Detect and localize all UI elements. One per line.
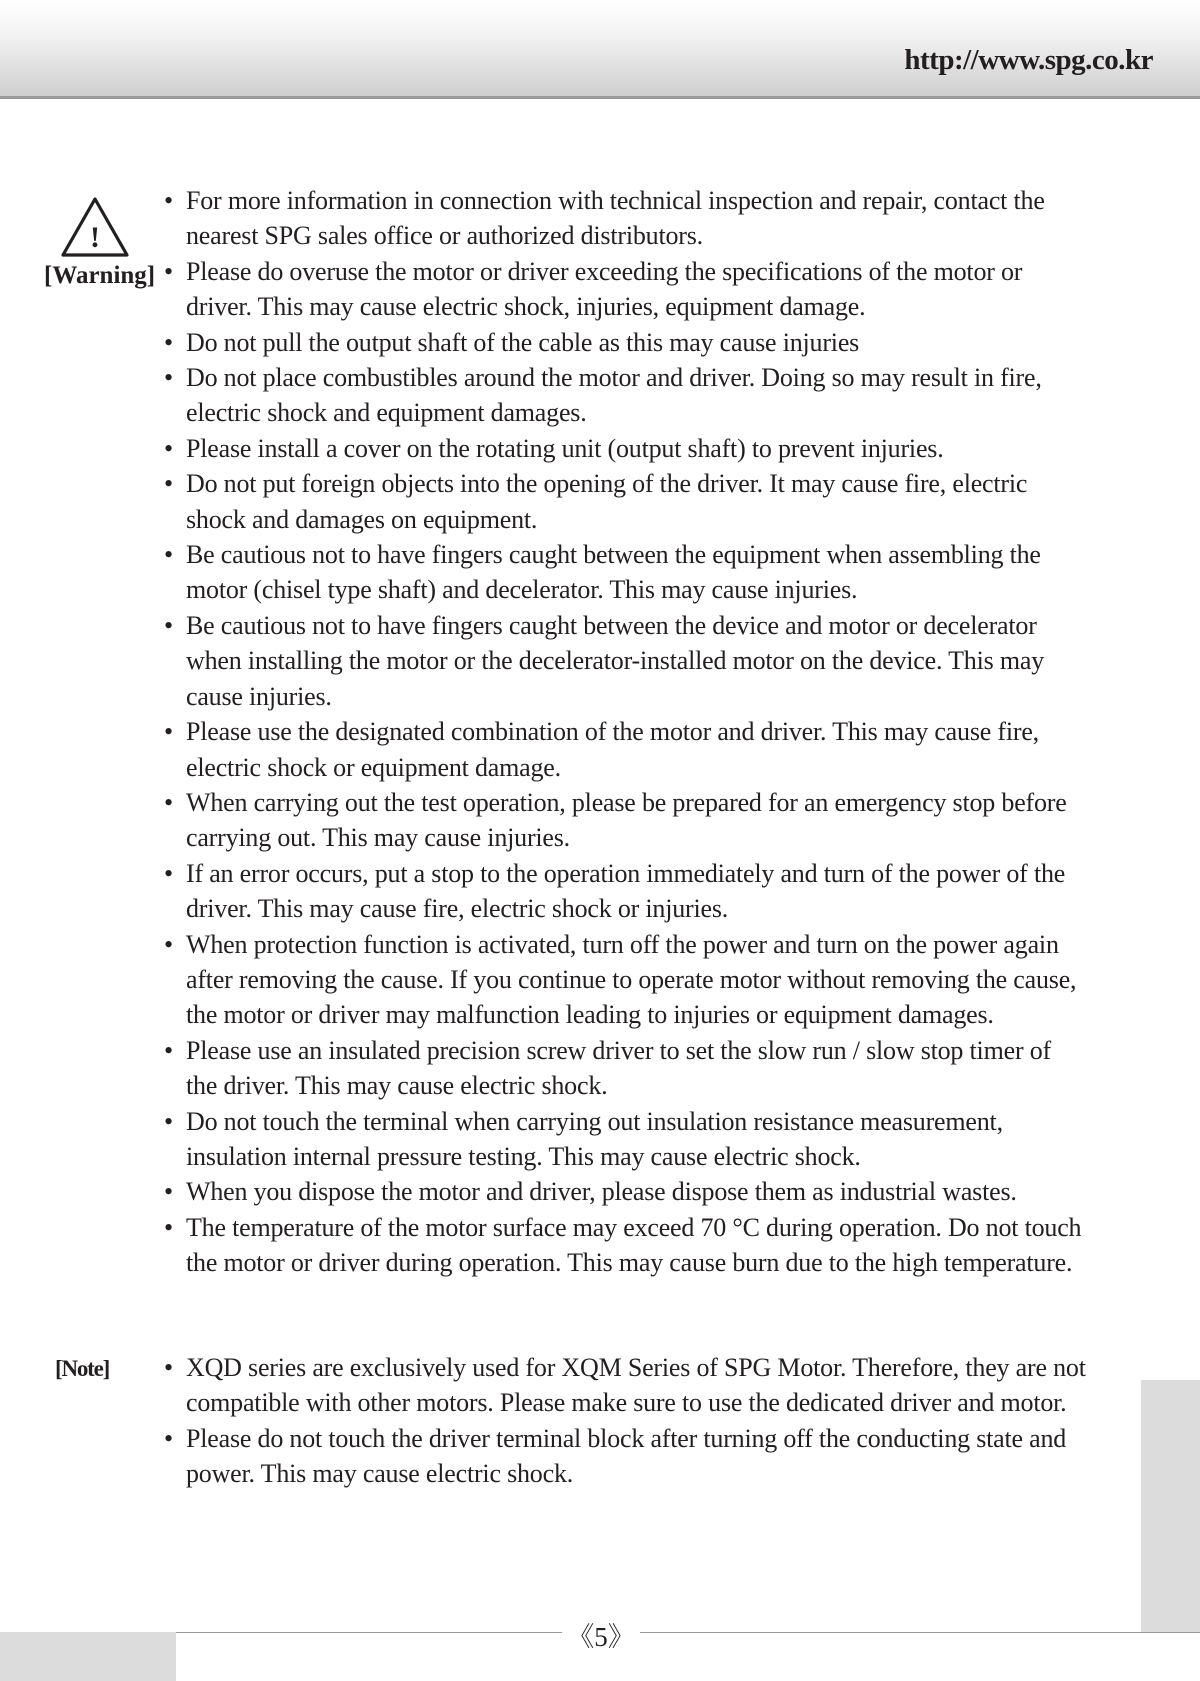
item-text-line: Do not touch the terminal when carrying out insulation resistance measurement, xyxy=(186,1106,1003,1136)
footer-rule-right xyxy=(640,1632,1200,1633)
bullet-icon: • xyxy=(164,610,173,640)
item-text-line: carrying out. This may cause injuries. xyxy=(186,823,570,853)
item-text-line: Please use an insulated precision screw driver to set the slow run / slow stop timer of xyxy=(186,1035,1051,1065)
bullet-icon: • xyxy=(164,858,173,888)
warning-list xyxy=(163,183,1153,1281)
item-text-line: electric shock and equipment damages. xyxy=(186,398,587,428)
item-text-line: power. This may cause electric shock. xyxy=(186,1459,574,1489)
item-text-line: The temperature of the motor surface may exceed 70 °C during operation. Do not touch xyxy=(186,1212,1082,1242)
item-text-line: nearest SPG sales office or authorized distributors. xyxy=(186,221,703,251)
item-text-line: XQD series are exclusively used for XQM Series of SPG Motor. Therefore, they are not xyxy=(186,1353,1086,1382)
bullet-icon: • xyxy=(164,327,173,357)
svg-text:!: ! xyxy=(90,221,100,254)
item-text-line: the motor or driver may malfunction leading to injuries or equipment damages. xyxy=(186,1000,994,1030)
bullet-icon: • xyxy=(164,1177,173,1207)
list-item xyxy=(163,856,1153,927)
header-url[interactable]: http://www.spg.co.kr xyxy=(904,44,1153,76)
item-text-line: Do not put foreign objects into the opening of the driver. It may cause fire, electric xyxy=(186,469,1028,499)
list-item xyxy=(163,254,1153,325)
header-rule xyxy=(0,96,1200,99)
page-number: 《5》 xyxy=(567,1622,635,1652)
note-list xyxy=(163,1350,1153,1492)
item-text-line: When you dispose the motor and driver, please dispose them as industrial wastes. xyxy=(186,1177,1017,1207)
bullet-icon: • xyxy=(164,1035,173,1065)
item-text-line: Be cautious not to have fingers caught between the equipment when assembling the xyxy=(186,540,1041,570)
bullet-icon: • xyxy=(164,469,173,499)
footer-rule-left xyxy=(176,1632,562,1633)
item-text-line: electric shock or equipment damage. xyxy=(186,752,561,782)
item-text-line: the driver. This may cause electric shock. xyxy=(186,1071,608,1101)
list-item xyxy=(163,466,1153,537)
side-gray-tab xyxy=(1141,1380,1200,1632)
list-item xyxy=(163,537,1153,608)
item-text-line: the motor or driver during operation. This may cause burn due to the high temperature. xyxy=(186,1248,1073,1278)
item-text-line: after removing the cause. If you continue to operate motor without removing the cause, xyxy=(186,964,1077,994)
bullet-icon: • xyxy=(164,929,173,959)
bullet-icon: • xyxy=(164,717,173,747)
list-item xyxy=(163,1033,1153,1104)
item-text-line: insulation internal pressure testing. This may cause electric shock. xyxy=(186,1141,861,1171)
item-text-line: Please use the designated combination of the motor and driver. This may cause fire, xyxy=(186,717,1039,747)
list-item xyxy=(163,360,1153,431)
list-item xyxy=(163,183,1153,254)
item-text-line: when installing the motor or the decelerator-installed motor on the device. This may xyxy=(186,646,1045,676)
bullet-icon: • xyxy=(164,1353,173,1382)
item-text-line: Please do overuse the motor or driver exceeding the specifications of the motor or xyxy=(186,256,1023,286)
list-item xyxy=(163,1174,1153,1209)
item-text-line: compatible with other motors. Please make sure to use the dedicated driver and motor. xyxy=(186,1388,1067,1418)
bullet-icon: • xyxy=(164,540,173,570)
note-label: [Note] xyxy=(55,1356,110,1381)
item-text-line: Be cautious not to have fingers caught between the device and motor or decelerator xyxy=(186,610,1037,640)
item-text-line: Do not pull the output shaft of the cable as this may cause injuries xyxy=(186,327,860,357)
list-item xyxy=(163,785,1153,856)
item-text-line: If an error occurs, put a stop to the operation immediately and turn of the power of the xyxy=(186,858,1066,888)
bullet-icon: • xyxy=(164,1212,173,1242)
item-text-line: cause injuries. xyxy=(186,681,332,711)
bullet-icon: • xyxy=(164,256,173,286)
item-text-line: When carrying out the test operation, please be prepared for an emergency stop before xyxy=(186,787,1067,817)
list-item xyxy=(163,1210,1153,1281)
item-text-line: Please do not touch the driver terminal block after turning off the conducting state and xyxy=(186,1423,1067,1453)
bullet-icon: • xyxy=(164,787,173,817)
list-item xyxy=(163,1104,1153,1175)
item-text-line: motor (chisel type shaft) and decelerator. This may cause injuries. xyxy=(186,575,858,605)
warning-label: [Warning] xyxy=(44,262,156,289)
item-text-line: driver. This may cause fire, electric shock or injuries. xyxy=(186,894,729,924)
list-item xyxy=(163,1350,1153,1421)
warning-triangle-icon xyxy=(60,196,130,258)
bullet-icon: • xyxy=(164,1106,173,1136)
item-text-line: driver. This may cause electric shock, injuries, equipment damage. xyxy=(186,292,866,322)
item-text-line: Please install a cover on the rotating unit (output shaft) to prevent injuries. xyxy=(186,433,944,463)
bullet-icon: • xyxy=(164,186,173,215)
item-text-line: When protection function is activated, turn off the power and turn on the power again xyxy=(186,929,1059,959)
bullet-icon: • xyxy=(164,363,173,393)
bullet-icon: • xyxy=(164,1423,173,1453)
footer-gray-block xyxy=(0,1632,176,1681)
list-item xyxy=(163,714,1153,785)
list-item xyxy=(163,1421,1153,1492)
list-item xyxy=(163,608,1153,714)
list-item xyxy=(163,431,1153,466)
item-text-line: shock and damages on equipment. xyxy=(186,504,538,534)
item-text-line: For more information in connection with technical inspection and repair, contact the xyxy=(186,186,1045,215)
list-item xyxy=(163,927,1153,1033)
item-text-line: Do not place combustibles around the motor and driver. Doing so may result in fire, xyxy=(186,363,1042,393)
bullet-icon: • xyxy=(164,433,173,463)
list-item xyxy=(163,325,1153,360)
